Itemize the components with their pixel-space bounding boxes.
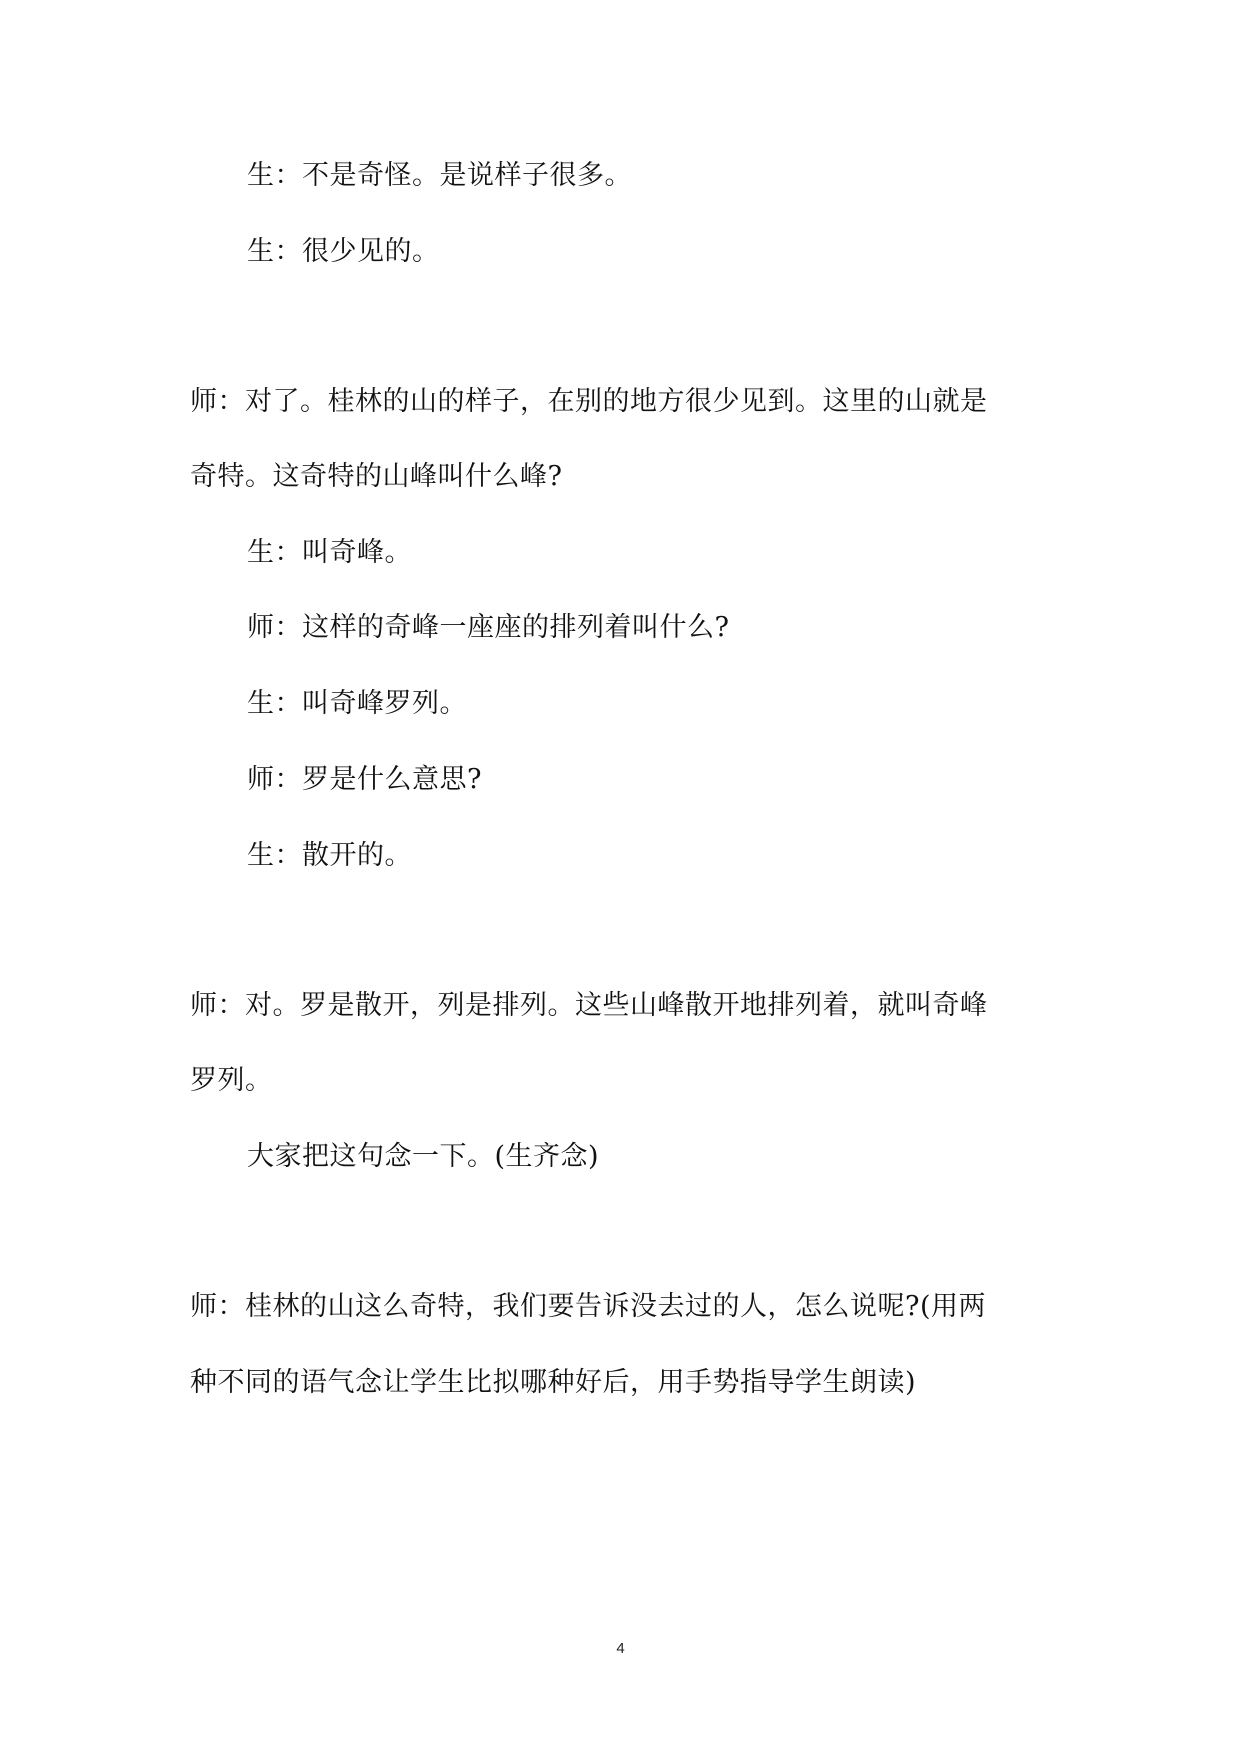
dialogue-line-continuation: 奇特。这奇特的山峰叫什么峰? xyxy=(190,461,563,492)
dialogue-line: 师：桂林的山这么奇特，我们要告诉没去过的人，怎么说呢?(用两 xyxy=(190,1291,987,1322)
page-number: 4 xyxy=(616,1640,625,1657)
dialogue-line: 生：很少见的。 xyxy=(247,236,440,267)
dialogue-line: 生：叫奇峰罗列。 xyxy=(247,688,467,719)
dialogue-line: 师：罗是什么意思? xyxy=(247,764,482,795)
dialogue-line-continuation: 罗列。 xyxy=(190,1065,273,1096)
dialogue-line: 师：这样的奇峰一座座的排列着叫什么? xyxy=(247,612,730,643)
dialogue-line: 生：散开的。 xyxy=(247,840,412,871)
dialogue-line: 大家把这句念一下。(生齐念) xyxy=(247,1141,600,1172)
dialogue-line: 师：对。罗是散开，列是排列。这些山峰散开地排列着，就叫奇峰 xyxy=(190,990,988,1021)
dialogue-line: 生：叫奇峰。 xyxy=(247,537,412,568)
dialogue-line-continuation: 种不同的语气念让学生比拟哪种好后，用手势指导学生朗读) xyxy=(190,1367,917,1398)
dialogue-line: 生：不是奇怪。是说样子很多。 xyxy=(247,160,632,191)
dialogue-line: 师：对了。桂林的山的样子，在别的地方很少见到。这里的山就是 xyxy=(190,386,988,417)
